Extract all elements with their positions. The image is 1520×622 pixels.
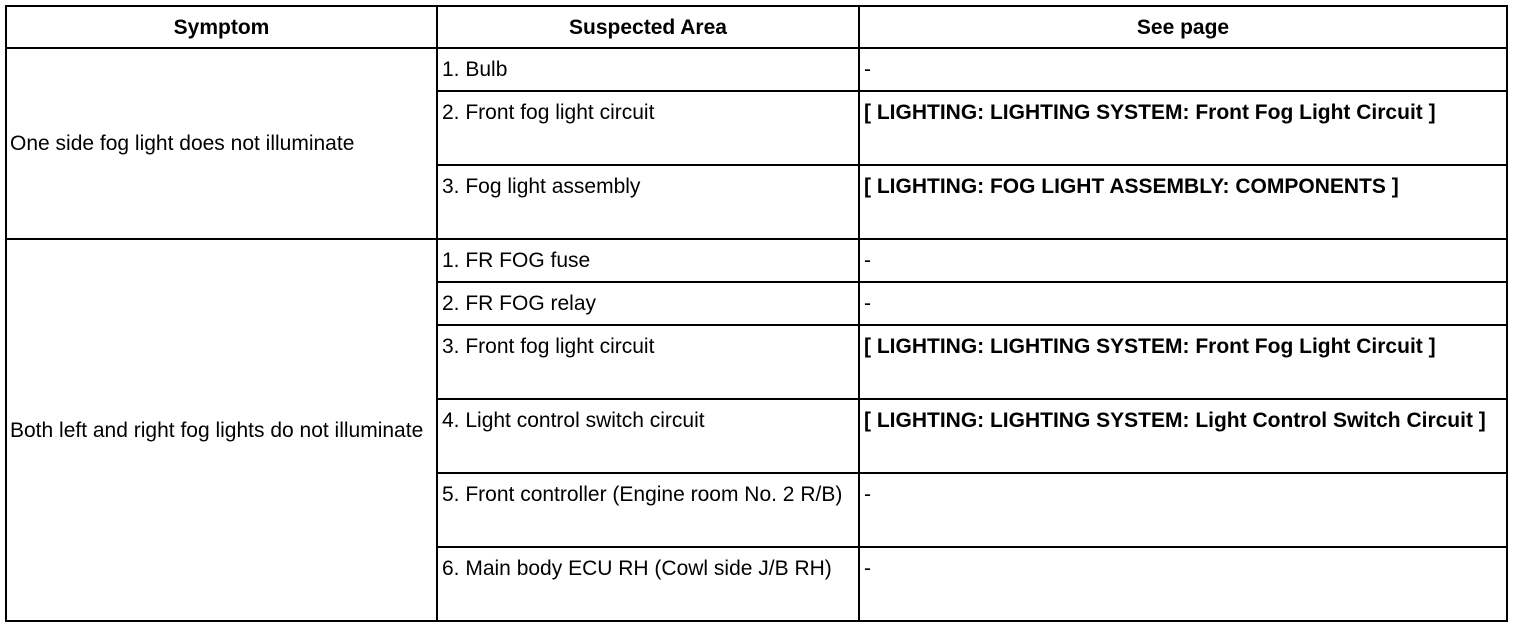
suspected-area-cell: 5. Front controller (Engine room No. 2 R/B) [437, 473, 859, 547]
suspected-area-cell: 2. FR FOG relay [437, 282, 859, 325]
troubleshooting-table-container [5, 5, 1506, 622]
suspected-area-cell: 6. Main body ECU RH (Cowl side J/B RH) [437, 547, 859, 621]
suspected-area-cell: 2. Front fog light circuit [437, 91, 859, 165]
see-page-link[interactable]: [ LIGHTING: LIGHTING SYSTEM: Front Fog Light Circuit ] [859, 325, 1507, 399]
symptom-cell: One side fog light does not illuminate [6, 48, 437, 239]
suspected-area-cell: 3. Front fog light circuit [437, 325, 859, 399]
symptom-cell: Both left and right fog lights do not illuminate [6, 239, 437, 621]
see-page-cell: - [859, 239, 1507, 282]
header-row [6, 6, 1507, 48]
see-page-cell: - [859, 473, 1507, 547]
suspected-area-cell: 1. Bulb [437, 48, 859, 91]
problem-symptoms-table [5, 5, 1508, 622]
table-row [6, 48, 1507, 91]
suspected-area-cell: 3. Fog light assembly [437, 165, 859, 239]
suspected-area-cell: 1. FR FOG fuse [437, 239, 859, 282]
header-suspected-area: Suspected Area [437, 6, 859, 48]
see-page-link[interactable]: [ LIGHTING: LIGHTING SYSTEM: Light Control Switch Circuit ] [859, 399, 1507, 473]
see-page-cell: - [859, 282, 1507, 325]
see-page-link[interactable]: [ LIGHTING: LIGHTING SYSTEM: Front Fog Light Circuit ] [859, 91, 1507, 165]
table-row [6, 239, 1507, 282]
header-symptom: Symptom [6, 6, 437, 48]
see-page-cell: - [859, 48, 1507, 91]
header-see-page: See page [859, 6, 1507, 48]
see-page-cell: - [859, 547, 1507, 621]
suspected-area-cell: 4. Light control switch circuit [437, 399, 859, 473]
see-page-link[interactable]: [ LIGHTING: FOG LIGHT ASSEMBLY: COMPONENTS ] [859, 165, 1507, 239]
